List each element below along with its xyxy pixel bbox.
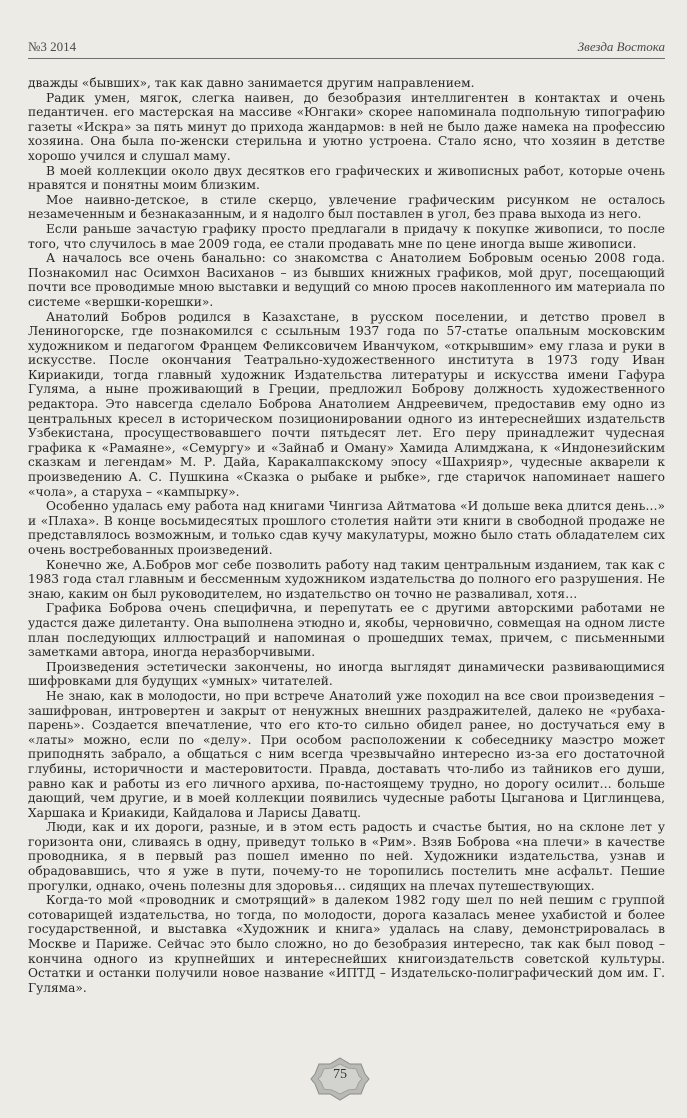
paragraph: В моей коллекции около двух десятков его графических и живописных работ, которые очень нравятся и понятны моим близким.	[28, 163, 665, 193]
paragraph: Анатолий Бобров родился в Казахстане, в русском поселении, и детство провел в Лениногорске, где познакомился с ссыльным 1937 года по 57-статье опальным московским художником и педагогом Францем Феликсовичем Иванчуком, «открывшим» ему глаза и руки в искусстве. После окончания Театрально-художественного института в 1973 году Иван Кириакиди, тогда главный художник Издательства литературы и искусства имени Гафура Гуляма, а ныне проживающий в Греции, предложил Боброву должность художественного редактора. Это навсегда сделало Боброва Анатолием Андреевичем, предоставив ему одно из центральных кресел в историческом позиционировании одного из интереснейших издательств Узбекистана, просуществовавшего почти пятьдесят лет. Его перу принадлежит чудесная графика к «Рамаяне», «Семургу» и «Зайнаб и Оману» Хамида Алимджана, к «Индонезийским сказкам и легендам» М. Р. Дайа, Каракалпакскому эпосу «Шахрияр», чудесные акварели к произведению А. С. Пушкина «Сказка о рыбаке и рыбке», где старичок напоминает нашего «чола», а старуха – «кампырку».	[28, 309, 665, 499]
article-body	[28, 76, 665, 995]
running-header	[28, 38, 665, 59]
paragraph: А началось все очень банально: со знакомства с Анатолием Бобровым осенью 2008 года. Познакомил нас Осимхон Васиханов – из бывших книжных графиков, мой друг, посещающий почти все проводимые мною выставки и ведущий со мною просев накопленного им материала по системе «вершки-корешки».	[28, 251, 665, 309]
page-number: 75	[333, 1067, 347, 1082]
paragraph: Особенно удалась ему работа над книгами Чингиза Айтматова «И дольше века длится день…» и «Плаха». В конце восьмидесятых прошлого столетия найти эти книги в свободной продаже не представлялось возможным, и только сдав кучу макулатуры, можно было стать обладателем сих очень востребованных произведений.	[28, 499, 665, 557]
paragraph: Радик умен, мягок, слегка наивен, до безобразия интеллигентен в контактах и очень педантичен. его мастерская на массиве «Юнгаки» скорее напоминала подпольную типографию газеты «Искра» за пять минут до прихода жандармов: в ней не было даже намека на профессию хозяина. Она была по-женски стерильна и уютно устроена. Стало ясно, что хозяин в детстве хорошо учился и слушал маму.	[28, 90, 665, 163]
issue-label: №3 2014	[28, 39, 77, 54]
paragraph: Произведения эстетически закончены, но иногда выглядят динамически развивающимися шифровками для будущих «умных» читателей.	[28, 659, 665, 689]
paragraph: Не знаю, как в молодости, но при встрече Анатолий уже походил на все свои произведения – зашифрован, интровертен и закрыт от ненужных внешних раздражителей, далеко не «рубаха-парень». Создается впечатление, что его кто-то сильно обидел ранее, но достучаться ему в «латы» можно, если по «делу». При особом расположении к собеседнику маэстро может приподнять забрало, а общаться с ним всегда чрезвычайно интересно из-за его достаточной глубины, историчности и мастеровитости. Правда, доставать что-либо из тайников его души, равно как и работы из его личного архива, по-настоящему трудно, но дорогу осилит… больше дающий, чем другие, и в моей коллекции появились чудесные работы Цыганова и Циглинцева, Харшака и Криакиди, Кайдалова и Ларисы Даватц.	[28, 688, 665, 820]
paragraph: Мое наивно-детское, в стиле скерцо, увлечение графическим рисунком не осталось незамеченным и безнаказанным, и я надолго был поставлен в угол, без права выхода из него.	[28, 192, 665, 222]
paragraph: Если раньше зачастую графику просто предлагали в придачу к покупке живописи, то после того, что случилось в мае 2009 года, ее стали продавать мне по цене иногда выше живописи.	[28, 221, 665, 251]
journal-title: Звезда Востока	[577, 39, 665, 54]
paragraph: Когда-то мой «проводник и смотрящий» в далеком 1982 году шел по ней пешим с группой сотоварищей издательства, но тогда, по молодости, дорога казалась менее ухабистой и более государственной, и выставка «Художник и книга» удалась на славу, демонстрировалась в Москве и Париже. Сейчас это было сложно, но до безобразия интересно, так как был повод – кончина одного из крупнейших и интереснейших книгоиздательств советской культуры. Остатки и останки получили новое название «ИПТД – Издательско-полиграфический дом им. Г. Гуляма».	[28, 893, 665, 995]
paragraph: Графика Боброва очень специфична, и перепутать ее с другими авторскими работами не удастся даже дилетанту. Она выполнена этюдно и, якобы, черновично, совмещая на одном листе план последующих иллюстраций и напоминая о прошедших темах, причем, с письменными заметками автора, иногда неразборчивыми.	[28, 601, 665, 660]
paragraph: Люди, как и их дороги, разные, и в этом есть радость и счастье бытия, но на склоне лет у горизонта они, сливаясь в одну, приведут только в «Рим». Взяв Боброва «на плечи» в качестве проводника, я в первый раз пошел именно по ней. Художники издательства, узнав и обрадовавшись, что я уже в пути, почему-то не торопились постелить мне асфальт. Пешие прогулки, однако, очень полезны для здоровья… сидящих на плечах путешествующих.	[28, 820, 665, 893]
paragraph: Конечно же, А.Бобров мог себе позволить работу над таким центральным изданием, так как с 1983 года стал главным и бессменным художником издательства до полного его разрушения. Не знаю, каким он был руководителем, но издательство он точно не разваливал, хотя…	[28, 557, 665, 601]
paragraph: дважды «бывших», так как давно занимается другим направлением.	[28, 76, 475, 90]
